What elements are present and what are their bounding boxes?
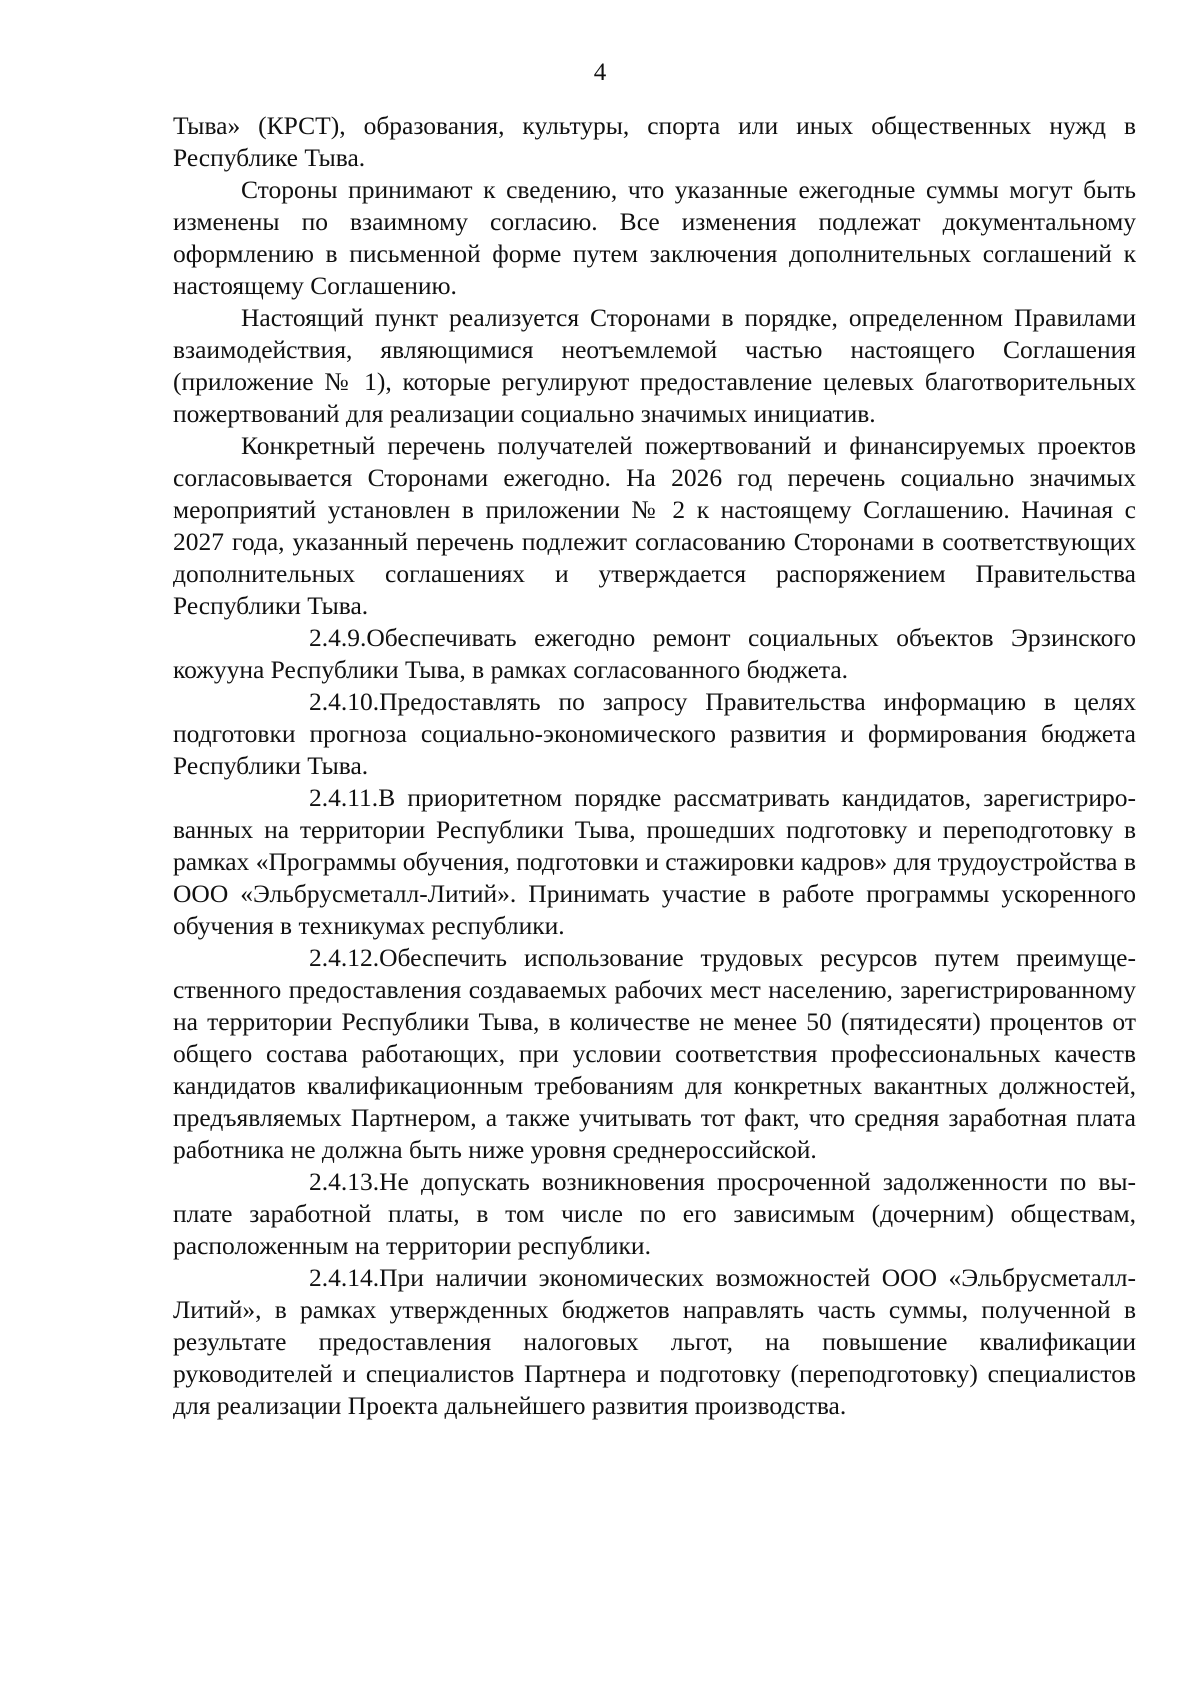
clause-text: Обеспечивать ежегодно ремонт социальных объектов Эрзинского кожууна Республики Тыва, в рамках согласованного бюджета.	[173, 623, 1136, 684]
paragraph-recipients-list: Конкретный перечень получателей пожертвований и финансируемых проектов согласовывается Сторонами ежегодно. На 2026 год перечень социально значимых мероприятий установлен в приложении № 2 к настоящему Соглашению. Начиная с 2027 года, указанный перечень подлежит согласованию Сторонами в соответствующих дополнительных соглашениях и утверждается распоряжением Правительства Республики Тыва.	[173, 431, 1136, 620]
clause-number: 2.4.10.	[309, 687, 380, 716]
clause-text: В приоритетном порядке рассматривать кандидатов, зарегистрированных на территории Республики Тыва, прошедших подготовку и переподготовку в рамках «Программы обучения, подготовки и стажировки кадров» для трудоустройства в ООО «Эльбрусметалл-Литий». Принимать участие в работе программы ускоренного обучения в техникумах республики.	[173, 783, 1136, 940]
clause-2-4-10	[173, 686, 1136, 782]
paragraph-continuation: Тыва» (КРСТ), образования, культуры, спорта или иных общественных нужд в Республике Тыва.	[173, 111, 1136, 172]
clause-2-4-11	[173, 782, 1136, 942]
clause-number: 2.4.14.	[309, 1263, 380, 1292]
paragraph-amounts-change: Стороны принимают к сведению, что указанные ежегодные суммы могут быть изменены по взаимному согласию. Все изменения подлежат документальному оформлению в письменной форме путем заключения дополнительных соглашений к настоящему Соглашению.	[173, 175, 1136, 300]
clause-text: Предоставлять по запросу Правительства информацию в целях подготовки прогноза социально-экономического развития и формирования бюджета Республики Тыва.	[173, 687, 1136, 780]
page-number: 4	[593, 59, 607, 86]
clause-text: Не допускать возникновения просроченной задолженности по выплате заработной платы, в том числе по его зависимым (дочерним) обществам, расположенным на территории республики.	[173, 1167, 1136, 1260]
clause-number: 2.4.11.	[309, 783, 379, 812]
clause-2-4-13	[173, 1166, 1136, 1262]
clause-number: 2.4.13.	[309, 1167, 380, 1196]
clause-number: 2.4.9.	[309, 623, 367, 652]
clause-number: 2.4.12.	[309, 943, 380, 972]
clause-text: При наличии экономических возможностей ООО «Эльбрусметалл-Литий», в рамках утвержденных бюджетов направлять часть суммы, полученной в результате предоставления налоговых льгот, на повышение квалификации руководителей и специалистов Партнера и подготовку (переподготовку) специалистов для реализации Проекта дальнейшего развития производства.	[173, 1263, 1136, 1420]
clause-text: Обеспечить использование трудовых ресурсов путем преимущественного предоставления создаваемых рабочих мест населению, зарегистрированному на территории Республики Тыва, в количестве не менее 50 (пятидесяти) процентов от общего состава работающих, при условии соответствия профессиональных качеств кандидатов квалификационным требованиям для конкретных вакантных должностей, предъявляемых Партнером, а также учитывать тот факт, что средняя заработная плата работника не должна быть ниже уровня среднероссийской.	[173, 943, 1136, 1164]
document-body	[173, 110, 1136, 1422]
clause-2-4-14	[173, 1262, 1136, 1422]
paragraph-interaction-rules: Настоящий пункт реализуется Сторонами в порядке, определенном Правилами взаимодействия, являющимися неотъемлемой частью настоящего Соглашения (приложение № 1), которые регулируют предоставление целевых благотворительных пожертвований для реализации социально значимых инициатив.	[173, 303, 1136, 428]
clause-2-4-12	[173, 942, 1136, 1166]
clause-2-4-9	[173, 622, 1136, 686]
